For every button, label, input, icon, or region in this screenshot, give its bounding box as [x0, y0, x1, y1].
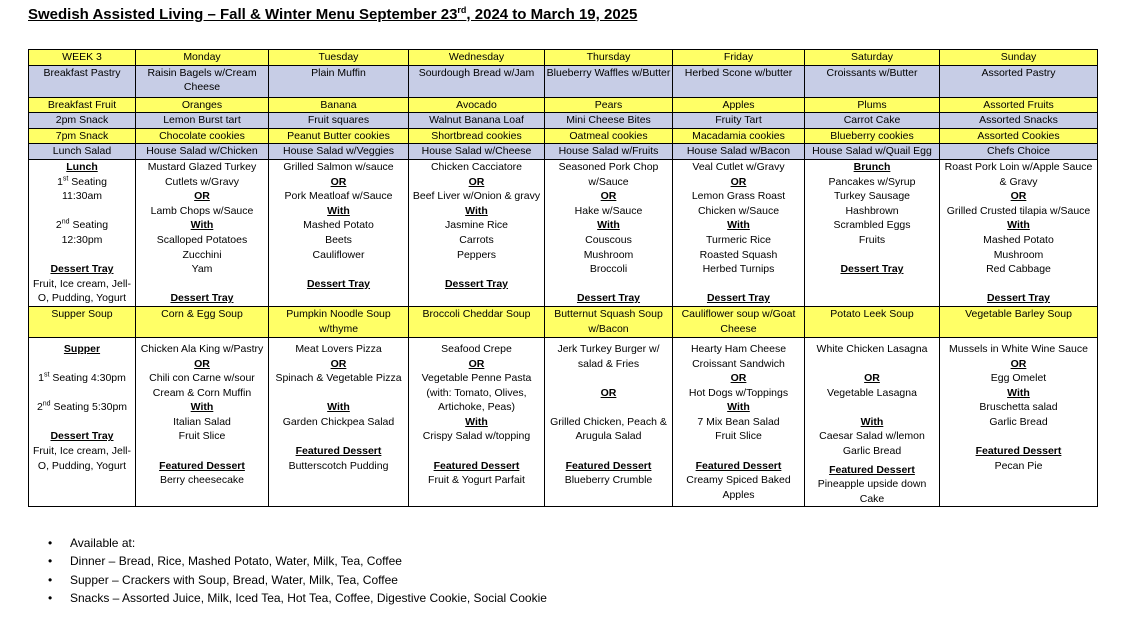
or-label: OR	[468, 357, 485, 370]
table-cell: Chefs Choice	[940, 144, 1098, 160]
list-item: • Snacks – Assorted Juice, Milk, Iced Tea, Hot Tea, Coffee, Digestive Cookie, Social Cookie	[48, 589, 547, 607]
side: Mushroom	[993, 248, 1044, 261]
with-label: With	[860, 415, 884, 428]
table-cell: Oranges	[136, 97, 269, 113]
table-cell: Fruity Tart	[673, 113, 805, 129]
dish: Grilled Chicken, Peach & Arugula Salad	[550, 415, 667, 443]
dish: Vegetable Lasagna	[827, 386, 917, 399]
side: Italian Salad	[173, 415, 231, 428]
header-row	[29, 50, 1098, 66]
table-cell: House Salad w/Cheese	[409, 144, 545, 160]
dessert-tray-label: Dessert Tray	[576, 292, 641, 305]
or-label: OR	[330, 357, 347, 370]
list-item: • Dinner – Bread, Rice, Mashed Potato, Water, Milk, Tea, Coffee	[48, 552, 547, 570]
featured-dessert-label: Featured Dessert	[975, 445, 1062, 458]
header-tuesday: Tuesday	[269, 50, 409, 66]
dish: Spinach & Vegetable Pizza	[275, 372, 402, 385]
lunch-seating-1-time: 11:30am	[61, 190, 103, 203]
side: Broccoli	[589, 263, 628, 276]
header-thursday: Thursday	[545, 50, 673, 66]
table-cell: Sourdough Bread w/Jam	[409, 65, 545, 97]
side: Carrots	[459, 233, 494, 246]
dessert-tray-label: Dessert Tray	[706, 292, 771, 305]
with-label: With	[727, 401, 750, 414]
table-cell: Broccoli Cheddar Soup	[409, 306, 545, 337]
page-title	[28, 6, 637, 23]
table-cell: House Salad w/Fruits	[545, 144, 673, 160]
dessert-tray-label: Dessert Tray	[306, 277, 371, 290]
available-list	[48, 534, 547, 607]
lunch-dessert-items: Fruit, Ice cream, Jell-O, Pudding, Yogurt	[32, 277, 132, 305]
table-cell: Walnut Banana Loaf	[409, 113, 545, 129]
side: Fruit Slice	[178, 430, 226, 443]
dish: Grilled Crusted tilapia w/Sauce	[946, 204, 1091, 217]
table-cell: Assorted Fruits	[940, 97, 1098, 113]
dish: Seafood Crepe	[441, 342, 512, 355]
header-friday: Friday	[673, 50, 805, 66]
breakfast-fruit-row	[29, 97, 1098, 113]
or-label: OR	[194, 357, 210, 370]
featured-dessert: Butterscotch Pudding	[288, 459, 389, 472]
dish: Vegetable Penne Pasta (with: Tomato, Olives, Artichoke, Peas)	[421, 372, 532, 414]
with-label: With	[1007, 386, 1030, 399]
side: Mashed Potato	[303, 219, 374, 232]
with-label: With	[1007, 219, 1030, 232]
lunch-seating-2-time: 12:30pm	[61, 233, 103, 246]
dish: Lemon Grass Roast Chicken w/Sauce	[691, 190, 786, 217]
with-label: With	[727, 219, 750, 232]
brunch-label: Brunch	[853, 160, 891, 173]
header-monday: Monday	[136, 50, 269, 66]
row-label: 7pm Snack	[29, 128, 136, 144]
dish: Chili con Carne w/sour Cream & Corn Muffin	[149, 372, 255, 399]
table-cell: Assorted Pastry	[940, 65, 1098, 97]
table-cell: House Salad w/Chicken	[136, 144, 269, 160]
side: Herbed Turnips	[702, 263, 775, 276]
dessert-tray-label: Dessert Tray	[170, 292, 234, 305]
or-label: OR	[600, 190, 617, 203]
table-cell: Mini Cheese Bites	[545, 113, 673, 129]
lunch-seating-1: 1st Seating	[57, 175, 107, 188]
featured-dessert: Berry cheesecake	[159, 474, 245, 487]
dish: Hashbrown	[845, 204, 899, 217]
side: 7 Mix Bean Salad	[697, 415, 780, 428]
lunch-seating-2: 2nd Seating	[55, 218, 109, 232]
dish: Jerk Turkey Burger w/ salad & Fries	[557, 342, 660, 370]
with-label: With	[327, 401, 350, 414]
supper-row	[29, 337, 1098, 507]
featured-dessert-label: Featured Dessert	[295, 445, 382, 458]
side: Zucchini	[182, 248, 222, 261]
dish: Chicken Cacciatore	[430, 160, 523, 173]
row-label: Lunch Salad	[29, 144, 136, 160]
with-label: With	[465, 204, 488, 217]
featured-dessert: Blueberry Crumble	[564, 474, 653, 487]
table-cell: Plain Muffin	[269, 65, 409, 97]
table-cell: Apples	[673, 97, 805, 113]
featured-dessert: Fruit & Yogurt Parfait	[428, 474, 525, 487]
supper-friday	[673, 337, 805, 507]
lunch-label: Lunch	[66, 160, 98, 173]
dish: Hearty Ham Cheese Croissant Sandwich	[690, 342, 787, 370]
or-label: OR	[730, 372, 747, 385]
supper-wednesday	[409, 337, 545, 507]
side: Peppers	[456, 248, 497, 261]
table-cell: Croissants w/Butter	[805, 65, 940, 97]
dish: Mustard Glazed Turkey Cutlets w/Gravy	[147, 160, 257, 188]
dish: Lamb Chops w/Sauce	[150, 204, 254, 217]
dish: Roast Pork Loin w/Apple Sauce & Gravy	[944, 160, 1093, 188]
breakfast-pastry-row	[29, 65, 1098, 97]
table-cell: Blueberry Waffles w/Butter	[545, 65, 673, 97]
row-label: Breakfast Pastry	[29, 65, 136, 97]
dish: Pork Meatloaf w/Sauce	[284, 190, 393, 203]
lunch-monday	[136, 159, 269, 306]
dish: Egg Omelet	[990, 372, 1047, 385]
header-week: WEEK 3	[29, 50, 136, 66]
table-cell: Butternut Squash Soup w/Bacon	[545, 306, 673, 337]
supper-tuesday	[269, 337, 409, 507]
table-cell: Raisin Bagels w/Cream Cheese	[136, 65, 269, 97]
table-cell: Corn & Egg Soup	[136, 306, 269, 337]
or-label: OR	[194, 190, 210, 203]
dish: Mussels in White Wine Sauce	[949, 342, 1088, 355]
featured-dessert-label: Featured Dessert	[159, 459, 245, 472]
table-cell: Blueberry cookies	[805, 128, 940, 144]
side: Fruit Slice	[715, 430, 762, 443]
dish: Chicken Ala King w/Pastry	[140, 342, 264, 355]
or-label: OR	[330, 175, 347, 188]
or-label: OR	[730, 175, 747, 188]
side: Cauliflower	[312, 248, 365, 261]
snack-7pm-row	[29, 128, 1098, 144]
table-cell: Potato Leek Soup	[805, 306, 940, 337]
featured-dessert-label: Featured Dessert	[829, 463, 915, 476]
side: Caesar Salad w/lemon Garlic Bread	[819, 430, 925, 458]
table-cell: Peanut Butter cookies	[269, 128, 409, 144]
table-cell: House Salad w/Veggies	[269, 144, 409, 160]
or-label: OR	[468, 175, 485, 188]
with-label: With	[190, 219, 214, 232]
side: Mushroom	[583, 248, 634, 261]
dish: Meat Lovers Pizza	[295, 342, 382, 355]
dish: Grilled Salmon w/sauce	[283, 160, 394, 173]
or-label: OR	[1010, 190, 1027, 203]
lunch-friday	[673, 159, 805, 306]
header-saturday: Saturday	[805, 50, 940, 66]
row-label: Supper Soup	[29, 306, 136, 337]
dish: White Chicken Lasagna	[816, 342, 928, 355]
or-label: OR	[864, 372, 880, 385]
side: Yam	[191, 263, 213, 276]
table-cell: House Salad w/Bacon	[673, 144, 805, 160]
list-item: • Supper – Crackers with Soup, Bread, Water, Milk, Tea, Coffee	[48, 571, 547, 589]
supper-dessert-items: Fruit, Ice cream, Jell-O, Pudding, Yogurt	[32, 445, 132, 472]
supper-monday	[136, 337, 269, 507]
table-cell: Assorted Cookies	[940, 128, 1098, 144]
side: Beets	[325, 233, 352, 246]
row-label: Breakfast Fruit	[29, 97, 136, 113]
dish: Fruits	[858, 233, 886, 246]
lunch-tuesday	[269, 159, 409, 306]
table-cell: Assorted Snacks	[940, 113, 1098, 129]
side: Crispy Salad w/topping	[422, 430, 531, 443]
table-cell: Pears	[545, 97, 673, 113]
featured-dessert-label: Featured Dessert	[433, 459, 520, 472]
supper-label: Supper	[63, 342, 101, 355]
lunch-sunday	[940, 159, 1098, 306]
featured-dessert-label: Featured Dessert	[565, 459, 652, 472]
dish: Hot Dogs w/Toppings	[688, 386, 789, 399]
table-cell: Pumpkin Noodle Soup w/thyme	[269, 306, 409, 337]
table-cell: Chocolate cookies	[136, 128, 269, 144]
dish: Beef Liver w/Onion & gravy	[412, 190, 541, 203]
side: Turmeric Rice	[706, 233, 771, 246]
table-cell: Herbed Scone w/butter	[673, 65, 805, 97]
with-label: With	[597, 219, 620, 232]
lunch-label-cell	[29, 159, 136, 306]
dessert-tray-label: Dessert Tray	[840, 263, 904, 276]
lunch-thursday	[545, 159, 673, 306]
side: Mashed Potato	[983, 233, 1054, 246]
supper-label-cell	[29, 337, 136, 507]
header-wednesday: Wednesday	[409, 50, 545, 66]
side: Red Cabbage	[986, 263, 1051, 276]
table-cell: Macadamia cookies	[673, 128, 805, 144]
table-cell: Carrot Cake	[805, 113, 940, 129]
table-cell: Plums	[805, 97, 940, 113]
lunch-row	[29, 159, 1098, 306]
with-label: With	[327, 204, 350, 217]
supper-sunday	[940, 337, 1098, 507]
featured-dessert: Pineapple upside down Cake	[817, 478, 927, 505]
row-label: 2pm Snack	[29, 113, 136, 129]
side: Roasted Squash	[699, 248, 778, 261]
or-label: OR	[1010, 357, 1027, 370]
table-cell: Shortbread cookies	[409, 128, 545, 144]
supper-soup-row	[29, 306, 1098, 337]
featured-dessert: Creamy Spiced Baked Apples	[686, 474, 791, 501]
table-cell: Lemon Burst tart	[136, 113, 269, 129]
dish: Turkey Sausage	[833, 190, 911, 203]
dish: Scrambled Eggs	[833, 219, 911, 232]
side: Garlic Bread	[989, 415, 1048, 428]
side: Scalloped Potatoes	[156, 233, 248, 246]
dish: Hake w/Sauce	[574, 204, 643, 217]
table-cell: Oatmeal cookies	[545, 128, 673, 144]
menu-table	[28, 49, 1098, 507]
lunch-saturday	[805, 159, 940, 306]
table-cell: Fruit squares	[269, 113, 409, 129]
dish: Pancakes w/Syrup	[828, 175, 916, 188]
featured-dessert-label: Featured Dessert	[695, 459, 782, 472]
supper-thursday	[545, 337, 673, 507]
table-cell: Cauliflower soup w/Goat Cheese	[673, 306, 805, 337]
table-cell: House Salad w/Quail Egg	[805, 144, 940, 160]
or-label: OR	[600, 386, 617, 399]
supper-seating-1: 1st Seating 4:30pm	[38, 371, 126, 385]
title-sup: rd	[457, 5, 467, 15]
header-sunday: Sunday	[940, 50, 1098, 66]
side: Bruschetta salad	[979, 401, 1058, 414]
side: Garden Chickpea Salad	[282, 415, 395, 428]
dessert-tray-label: Dessert Tray	[986, 292, 1051, 305]
lunch-wednesday	[409, 159, 545, 306]
dish: Veal Cutlet w/Gravy	[692, 160, 785, 173]
side: Jasmine Rice	[444, 219, 509, 232]
title-suffix: , 2024 to March 19, 2025	[466, 6, 638, 23]
dish: Seasoned Pork Chop w/Sauce	[558, 160, 659, 188]
supper-saturday	[805, 337, 940, 507]
side: Couscous	[585, 233, 632, 246]
supper-seating-2: 2nd Seating 5:30pm	[36, 400, 128, 414]
lunch-dessert-label: Dessert Tray	[50, 263, 114, 276]
with-label: With	[465, 415, 488, 428]
snack-2pm-row	[29, 113, 1098, 129]
dessert-tray-label: Dessert Tray	[444, 277, 509, 290]
title-prefix: Swedish Assisted Living – Fall & Winter Menu September 23	[28, 6, 458, 23]
table-cell: Vegetable Barley Soup	[940, 306, 1098, 337]
table-cell: Banana	[269, 97, 409, 113]
table-cell: Avocado	[409, 97, 545, 113]
supper-dessert-label: Dessert Tray	[50, 430, 114, 443]
featured-dessert: Pecan Pie	[994, 459, 1043, 472]
available-label: • Available at:	[48, 534, 547, 552]
with-label: With	[190, 401, 214, 414]
lunch-salad-row	[29, 144, 1098, 160]
